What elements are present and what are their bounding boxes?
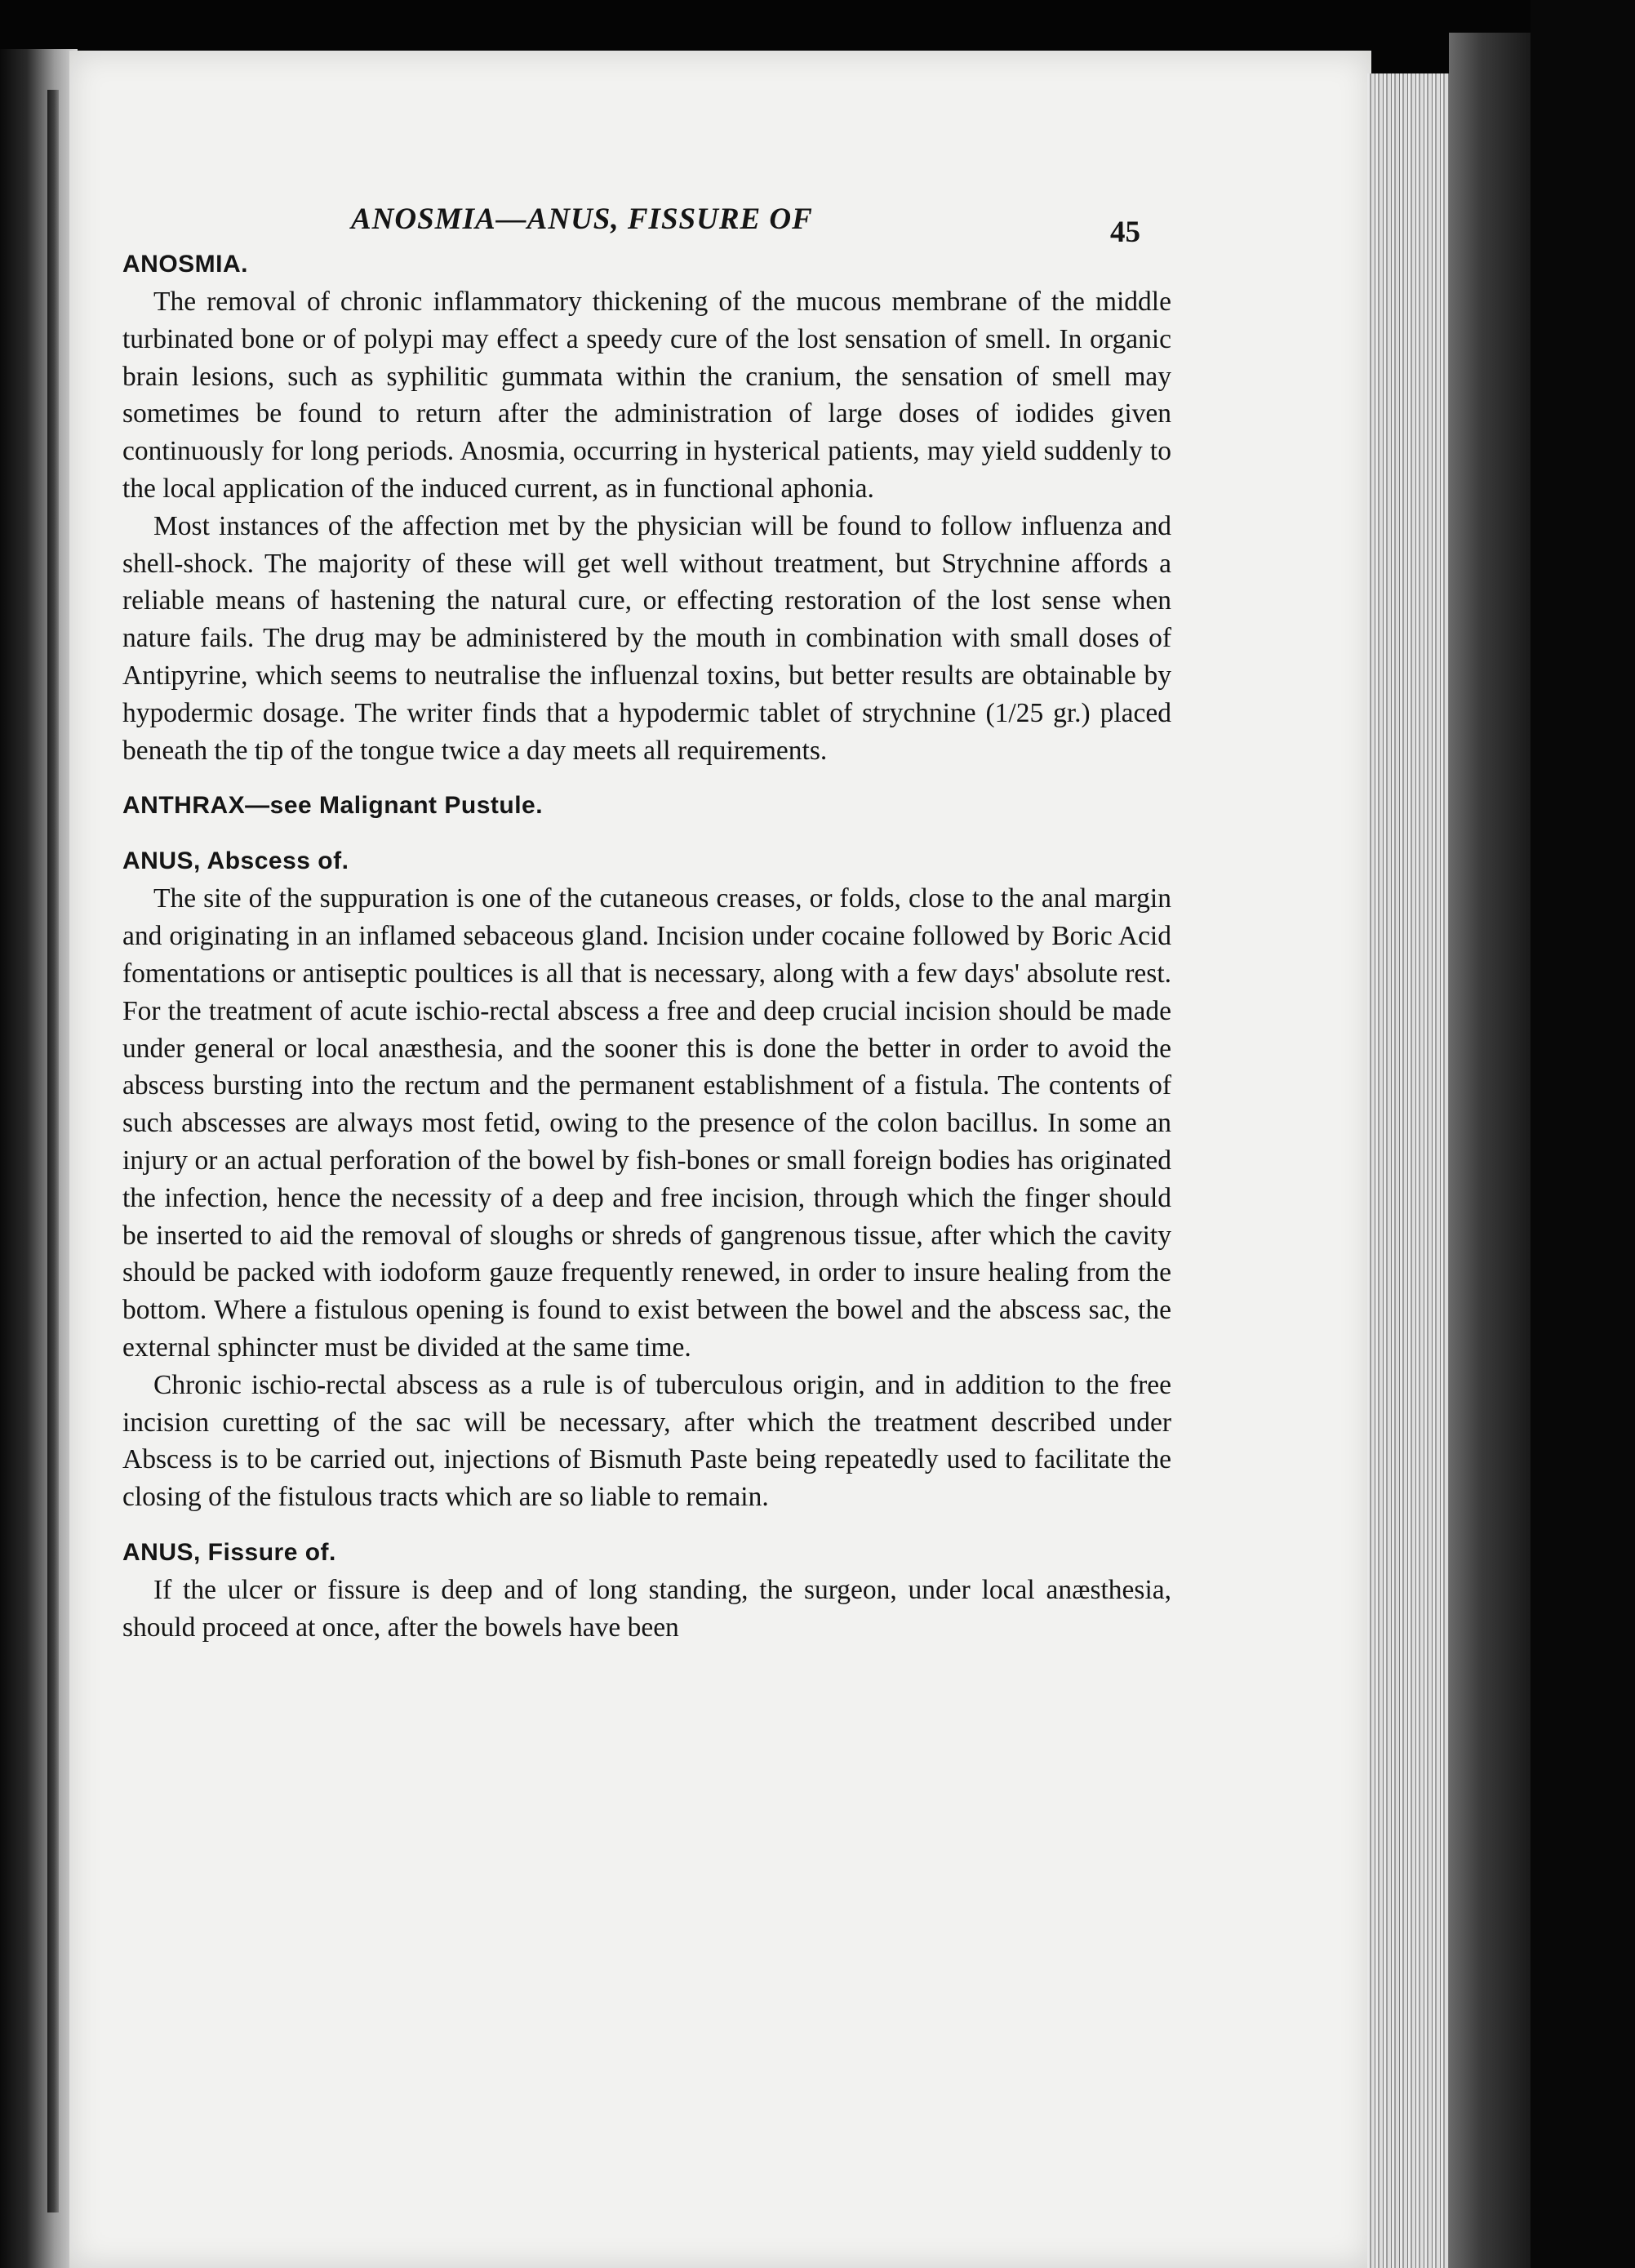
paragraph: The site of the suppuration is one of the cutaneous creases, or folds, close to the anal margin and originating in an inflamed sebaceous gland. Incision under cocaine followed by Boric Acid fomentations or antiseptic poultices is all that is necessary, along with a few days' absolute rest. For the treatment of acute ischio-rectal abscess a free and deep crucial incision should be made under general or local anæsthesia, and the sooner this is done the better in order to avoid the abscess bursting into the rectum and the permanent establishment of a fistula. The contents of such abscesses are always most fetid, owing to the presence of the colon bacillus. In some an injury or an actual perforation of the bowel by fish-bones or small foreign bodies has originated the infection, hence the necessity of a deep and free incision, through which the finger should be inserted to aid the removal of sloughs or shreds of gangrenous tissue, after which the cavity should be packed with iodoform gauze frequently renewed, in order to insure healing from the bottom. Where a fistulous opening is found to exist between the bowel and the abscess sac, the external sphincter must be divided at the same time.	[122, 883, 1171, 1363]
running-head	[122, 184, 1171, 249]
page-stack-edges	[1367, 73, 1449, 2268]
background-margin	[1531, 0, 1635, 2268]
binding-edge	[47, 90, 59, 2212]
paragraph: Most instances of the affection met by the physician will be found to follow influenza and shell-shock. The majority of these will get well without treatment, but Strychnine affords a reliable means of hastening the natural cure, or effecting restoration of the lost sense when nature fails. The drug may be administered by the mouth in combination with small doses of Antipyrine, which seems to neutralise the influenzal toxins, but better results are obtainable by hypodermic dosage. The writer finds that a hypodermic tablet of strychnine (1/25 gr.) placed beneath the tip of the tongue twice a day meets all requirements.	[122, 510, 1171, 766]
section-heading-anus-abscess: ANUS, Abscess of.	[122, 847, 349, 875]
page-stack-shadow	[1449, 33, 1531, 2268]
section-heading-anosmia: ANOSMIA.	[122, 251, 248, 278]
section-heading-anthrax: ANTHRAX—see Malignant Pustule.	[122, 792, 544, 820]
paragraph: Chronic ischio-rectal abscess as a rule is of tuberculous origin, and in addition to the free incision curetting of the sac will be necessary, after which the treatment described under Abscess is to be carried out, injections of Bismuth Paste being repeatedly used to facilitate the closing of the fistulous tracts which are so liable to remain.	[122, 1369, 1171, 1513]
paragraph: If the ulcer or fissure is deep and of long standing, the surgeon, under local anæsthesia, should proceed at once, after the bowels have been	[122, 1574, 1171, 1643]
page-text	[122, 184, 1171, 1647]
section-heading-anus-fissure: ANUS, Fissure of.	[122, 1538, 336, 1566]
paragraph: The removal of chronic inflammatory thickening of the mucous membrane of the middle turbinated bone or of polypi may effect a speedy cure of the lost sensation of smell. In organic brain lesions, such as syphilitic gummata within the cranium, the sensation of smell may sometimes be found to return after the administration of large doses of iodides given continuously for long periods. Anosmia, occurring in hysterical patients, may yield suddenly to the local application of the induced current, as in functional aphonia.	[122, 287, 1171, 504]
page-number: 45	[1110, 216, 1140, 249]
left-binding-shadow	[0, 49, 78, 2268]
running-title: ANOSMIA—ANUS, FISSURE OF	[351, 202, 813, 236]
